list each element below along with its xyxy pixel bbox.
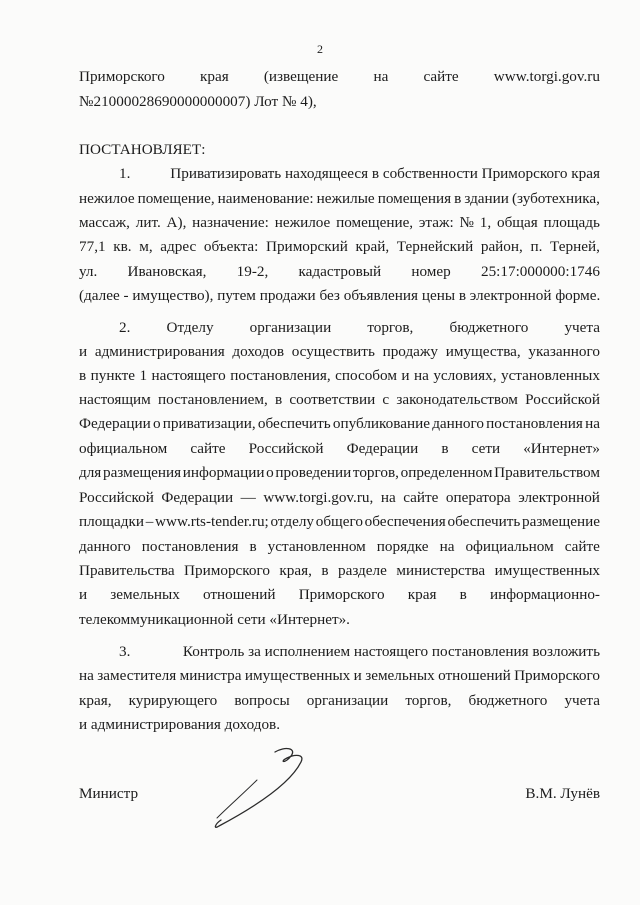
line-word: Правительства [79,562,175,579]
line-word: — [240,489,256,506]
text-line [79,390,600,410]
line-word: отделу [270,513,314,530]
line-word: кадастровый [298,263,382,280]
line-word: с [382,391,390,408]
line-word: адрес [160,238,197,255]
line-word: осуществить [291,343,375,360]
line-word: края [407,586,437,603]
line-word: организации [249,319,332,336]
text-line [79,439,600,459]
line-word: в [79,367,87,384]
line-word: курирующего [128,692,218,709]
line-word: площадь [543,214,600,231]
line-word: официальном [79,440,168,457]
line-word: 1 [139,367,148,384]
line-word: в [454,190,462,207]
line-word: обеспечить [257,415,331,432]
line-word: имущественных [494,562,600,579]
line-word: способом [335,367,397,384]
line-word: здании [464,190,509,207]
line-word: нежилое [79,190,135,207]
line-word: номер [411,263,451,280]
line-word: район, [480,238,523,255]
line-word: помещение, [336,214,414,231]
line-word: оператора [445,489,511,506]
text-line [79,666,600,686]
line-word: Российской [525,391,600,408]
line-word: 25:17:000000:1746 [480,263,600,280]
line-word: указанного [528,343,600,360]
line-word: законодательством [396,391,518,408]
line-word: земельных [365,667,435,684]
line-word: сайте [190,440,226,457]
line-word: условиях, [433,367,497,384]
signatory-title: Министр [79,785,139,802]
line-word: размещение [522,513,600,530]
line-word: и [401,367,410,384]
line-word: настоящим [79,391,151,408]
line-word: в [441,440,449,457]
line-word: и [353,667,362,684]
line-word: обеспечения [364,513,446,530]
line-word: Приморского [184,562,270,579]
line-word: о [152,415,161,432]
line-word: общего [315,513,363,530]
text-line [79,561,600,581]
line-word: организации [306,692,389,709]
line-word: имущественных [244,667,351,684]
line-word: в [321,562,329,579]
line-word: на [79,667,94,684]
text-line [79,262,600,282]
line-word: определенном [400,464,493,481]
line-word: установленных [500,367,600,384]
line-word: министерства [396,562,486,579]
line-word: нежилые [316,190,375,207]
line-word: № [459,214,474,231]
line-word: Федерации [346,440,419,457]
line-word: на [585,415,600,432]
line-word: доходов [232,343,285,360]
line-word: край, [355,238,390,255]
line-word: помещение, [137,190,215,207]
line-word: данного [79,538,131,555]
line-word: наименование: [217,190,314,207]
line-word: на [439,538,455,555]
line-word: Контроль за исполнением настоящего постановления возложить [182,643,600,660]
line-word: о [266,464,274,481]
line-word: Федерации [161,489,234,506]
line-word: площадки [79,513,144,530]
line-word: www.rts-tender.ru; [155,513,269,530]
text-line: телекоммуникационной сети «Интернет». [79,611,350,628]
line-word: этаж: [418,214,454,231]
line-word: сайте [403,489,439,506]
line-word: края [200,68,229,85]
line-word: продажу [382,343,438,360]
line-word: и [79,586,88,603]
line-word: заместителя [97,667,177,684]
line-word: назначение: [192,214,269,231]
line-word: – [145,513,154,530]
text-line [79,463,600,483]
text-line [79,537,600,557]
text-line [79,213,600,233]
line-word: отношений [438,667,511,684]
line-word: Приморского [298,586,385,603]
line-word: 1, [479,214,492,231]
line-word: на [380,489,396,506]
line-word: м, [139,238,153,255]
line-word: размещения [102,464,182,481]
page-number: 2 [317,42,323,56]
line-word: ул. [79,263,98,280]
line-word: пункте [90,367,136,384]
line-word: помещения [377,190,452,207]
line-word: постановления, [230,367,331,384]
line-word: Приватизировать находящееся в собственности Приморского края [170,165,600,182]
line-word: в [249,538,257,555]
line-word: Правительством [494,464,600,481]
text-line [79,366,600,386]
line-word: Российской [79,489,154,506]
text-line: ПОСТАНОВЛЯЕТ: [79,141,206,158]
line-word: администрирования [94,343,225,360]
line-word: проведении [275,464,352,481]
line-word: 1. [119,165,131,182]
line-word: настоящего [151,367,226,384]
line-word: порядке [376,538,429,555]
line-word: (извещение [263,68,339,85]
line-word: постановления [141,538,239,555]
line-word: информации [182,464,265,481]
line-word: нежилое [274,214,331,231]
line-word: учета [564,692,600,709]
line-word: торгов, [367,319,414,336]
text-line: №21000028690000000007) Лот № 4), [79,93,317,110]
line-word: Приморского [79,68,165,85]
line-word: 3. [119,643,131,660]
signatory-name: В.М. Лунёв [525,785,600,802]
line-word: «Интернет» [523,440,600,457]
line-word: сайте [564,538,600,555]
line-word: министра [179,667,242,684]
line-word: (зуботехника, [511,190,600,207]
line-word: Приморский [266,238,348,255]
text-line [119,164,600,184]
line-word: на [373,68,389,85]
text-line [119,642,600,662]
line-word: электронной [518,489,600,506]
line-word: Федерации [79,415,151,432]
line-word: края, [79,692,112,709]
text-line [79,512,600,532]
line-word: объекта: [203,238,259,255]
line-word: торгов, [405,692,452,709]
line-word: сети [471,440,501,457]
line-word: лит. [135,214,161,231]
line-word: www.torgi.gov.ru, [263,489,374,506]
line-word: 2. [119,319,131,336]
line-word: Приморского [514,667,600,684]
line-word: Отделу [166,319,214,336]
line-word: бюджетного [449,319,529,336]
line-word: Тернейский [396,238,474,255]
line-word: в [275,391,283,408]
line-word: А), [166,214,187,231]
line-word: Терней, [550,238,600,255]
line-word: в [459,586,467,603]
line-word: Ивановская, [127,263,207,280]
line-word: www.torgi.gov.ru [493,68,600,85]
line-word: отношений [202,586,276,603]
line-word: общая [496,214,538,231]
line-word: земельных [110,586,180,603]
line-word: вопросы [234,692,290,709]
text-line [79,585,600,605]
line-word: обеспечить [447,513,521,530]
line-word: установленном [267,538,366,555]
line-word: постановлением, [157,391,268,408]
text-line [79,488,600,508]
text-line [79,342,600,362]
line-word: 19-2, [236,263,269,280]
line-word: официальном [465,538,554,555]
line-word: на [414,367,429,384]
line-word: опубликование [332,415,430,432]
text-line [79,414,600,434]
line-word: бюджетного [468,692,548,709]
line-word: края, [279,562,312,579]
text-line [119,318,600,338]
line-word: массаж, [79,214,130,231]
text-line [79,691,600,711]
line-word: разделе [338,562,387,579]
line-word: данного [432,415,484,432]
text-line [79,67,600,87]
line-word: для [79,464,102,481]
line-word: Российской [248,440,324,457]
line-word: постановления [486,415,583,432]
line-word: кв. [113,238,132,255]
line-word: имущества, [445,343,521,360]
line-word: соответствии [289,391,376,408]
line-word: сайте [423,68,459,85]
text-line: и администрирования доходов. [79,716,281,733]
line-word: учета [564,319,600,336]
line-word: п. [530,238,543,255]
text-line [79,189,600,209]
line-word: приватизации, [162,415,256,432]
line-word: 77,1 [79,238,106,255]
text-line: (далее - имущество), путем продажи без объявления цены в электронной форме. [79,287,600,304]
line-word: информационно- [489,586,600,603]
text-line [79,237,600,257]
line-word: торгов, [352,464,399,481]
line-word: и [79,343,88,360]
handwritten-signature [205,740,315,835]
